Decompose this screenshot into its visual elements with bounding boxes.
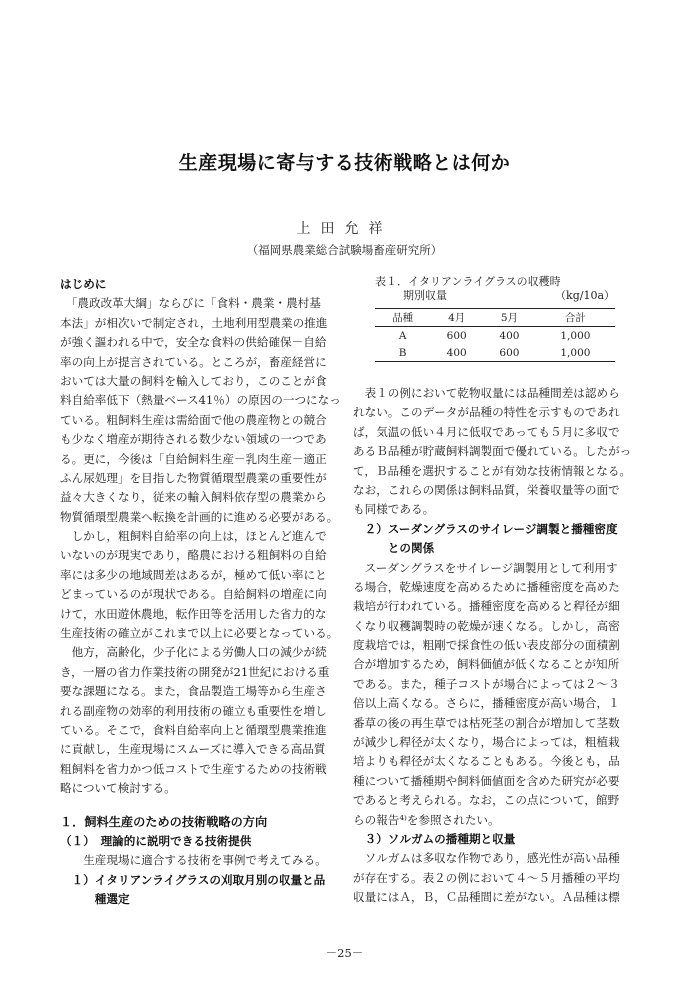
- section-heading: １．飼料生産のための技術戦略の方向: [60, 814, 268, 829]
- text-line: も少なく増産が期待される数少ない領域の一つであ: [60, 432, 327, 447]
- text-line: 益々大きくなり，従来の輸入飼料依存型の農業から: [60, 490, 327, 505]
- text-line: あるＢ品種が貯蔵飼料調製面で優れている。したがっ: [353, 444, 632, 459]
- table-header-cell: 4月: [448, 312, 466, 324]
- page-number: －25－: [325, 946, 364, 960]
- text-line: 生産現場に適合する技術を事例で考えてみる。: [60, 853, 327, 868]
- text-line: 倍以上高くなる。さらに，播種密度が高い場合，１: [353, 696, 620, 711]
- section-heading: との関係: [353, 541, 435, 556]
- section-heading: （１） 理論的に説明できる技術提供: [60, 833, 252, 848]
- section-heading: はじめに: [60, 277, 107, 291]
- text-line: 粗飼料を省力かつ低コストで生産するための技術戦: [60, 761, 327, 776]
- text-line: 略について検討する。: [60, 781, 176, 796]
- text-line: 栽培が行われている。播種密度を高めると稈径が細: [353, 599, 620, 614]
- text-line: 料自給率低下（熱量ベース41％）の原因の一つになっ: [60, 393, 341, 408]
- text-line: 合が増加するため，飼料価値が低くなることが知所: [353, 657, 620, 672]
- text-line: れる副産物の効率的利用技術の確立も重要性を増し: [60, 703, 327, 718]
- section-heading: １）イタリアンライグラスの刈取月別の収量と品: [60, 872, 326, 887]
- text-line: しかし，粗飼料自給率の向上は，ほとんど進んで: [60, 529, 327, 544]
- table-unit: （kg/10a）: [555, 289, 615, 302]
- author-name: 上田允祥: [296, 221, 393, 237]
- text-line: る。更に，今後は「自給飼料生産－乳肉生産－適正: [60, 451, 327, 466]
- text-line: 「農政改革大綱」ならびに「食料・農業・農村基: [60, 296, 321, 311]
- text-line: 度栽培では，粗剛で採食性の低い表皮部分の面積割: [353, 638, 620, 653]
- table-cell: 1,000: [560, 329, 591, 342]
- text-line: ている。そこで，食料自給率向上と循環型農業推進: [60, 722, 327, 737]
- text-line: 種について播種期や飼料価値面を含めた研究が必要: [353, 773, 620, 788]
- yield-table: [375, 308, 615, 362]
- text-line: ソルガムは多収な作物であり，感光性が高い品種: [353, 851, 620, 866]
- text-line: き，一層の省力作業技術の開発が21世紀における重: [60, 664, 330, 679]
- table-cell: 600: [499, 346, 520, 359]
- text-line: 収量にはＡ，Ｂ，Ｃ品種間に差がない。Ａ品種は標: [353, 890, 620, 905]
- text-line: 他方，高齢化，少子化による労働人口の減少が続: [60, 645, 327, 660]
- text-line: も同様である。: [353, 502, 435, 517]
- text-line: が存在する。表２の例において４～５月播種の平均: [353, 870, 620, 885]
- table-header-cell: 5月: [500, 312, 519, 324]
- table-header-cell: 品種: [392, 312, 414, 324]
- right-column: [353, 275, 637, 908]
- text-line: 要な課題になる。また，食品製造工場等から生産さ: [60, 684, 327, 699]
- table-caption: [375, 275, 615, 303]
- text-line: 物質循環型農業へ転換を計画的に進める必要がある。: [60, 509, 339, 524]
- text-line: 率には多少の地域間差はあるが，極めて低い率にと: [60, 567, 327, 582]
- text-line: る場合，乾燥速度を高めるために播種密度を高めた: [353, 579, 620, 594]
- table-header-cell: 合計: [564, 312, 586, 324]
- text-line: どまっているのが現状である。自給飼料の増産に向: [60, 587, 327, 602]
- text-line: ふん尿処理」を目指した物質循環型農業の重要性が: [60, 470, 327, 485]
- left-column: [60, 275, 344, 910]
- text-line: れない。このデータが品種の特性を示すものであれ: [353, 405, 620, 420]
- table-row: [375, 327, 615, 345]
- text-line: スーダングラスをサイレージ調製用として利用す: [353, 560, 618, 575]
- table-caption-line1: 表１．イタリアンライグラスの収穫時: [375, 275, 561, 288]
- text-line: くなり収穫調製時の乾燥が速くなる。しかし，高密: [353, 618, 620, 633]
- text-line: であると考えられる。なお，この点について，館野: [353, 793, 620, 808]
- text-line: 番草の後の再生草では枯死茎の割合が増加して茎数: [353, 715, 620, 730]
- text-line: ば，気温の低い４月に低収であっても５月に多収で: [353, 424, 620, 439]
- paragraph-gap: [60, 799, 344, 813]
- text-line: が強く謳われる中で，安全な食料の供給確保－自給: [60, 335, 327, 350]
- text-line: いないのが現実であり，酪農における粗飼料の自給: [60, 548, 327, 563]
- text-line: である。また，種子コストが場合によっては２～３: [353, 676, 620, 691]
- article-title: 生産現場に寄与する技術戦略とは何か: [178, 152, 511, 174]
- text-line: ている。粗飼料生産は需給面で他の農産物との競合: [60, 412, 327, 427]
- text-line: が減少し稈径が太くなり，場合によっては，粗植栽: [353, 735, 620, 750]
- section-heading: ２）スーダングラスのサイレージ調製と播種密度: [353, 521, 618, 536]
- table-cell: 1,000: [560, 346, 591, 359]
- table-cell: 400: [499, 329, 520, 342]
- table-cell: B: [398, 346, 407, 359]
- section-heading: ３）ソルガムの播種期と収量: [353, 831, 516, 846]
- text-line: 率の向上が提言されている。ところが，畜産経営に: [60, 354, 327, 369]
- table-cell: 600: [446, 329, 467, 342]
- text-line: なお，これらの関係は飼料品質，栄養収量等の面で: [353, 482, 620, 497]
- text-line: に貢献し，生産現場にスムーズに導入できる高品質: [60, 742, 326, 757]
- right-column-text: [353, 384, 637, 908]
- table-row: [375, 344, 615, 362]
- text-line: らの報告⁴⁾を参照されたい。: [353, 812, 500, 827]
- text-line: おいては大量の飼料を輸入しており，このことが食: [60, 373, 327, 388]
- text-line: 本法」が相次いで制定され，土地利用型農業の推進: [60, 315, 328, 330]
- author-affiliation: （福岡県農業総合試験場畜産研究所）: [246, 243, 443, 257]
- table-header-row: [375, 309, 615, 327]
- text-line: 生産技術の確立がこれまで以上に必要となっている。: [60, 626, 339, 641]
- table-caption-line2: 期別収量: [403, 289, 447, 302]
- section-heading: 種選定: [60, 892, 130, 907]
- text-line: けて，水田遊休農地，転作田等を活用した省力的な: [60, 606, 327, 621]
- text-line: て，Ｂ品種を選択することが有効な技術情報となる。: [353, 463, 632, 478]
- text-line: 培よりも稈径が太くなることもある。今後とも，品: [353, 754, 620, 769]
- text-line: 表１の例において乾物収量には品種間差は認めら: [353, 386, 620, 400]
- table-cell: A: [398, 329, 407, 342]
- table-1: [375, 275, 615, 362]
- table-cell: 400: [446, 346, 467, 359]
